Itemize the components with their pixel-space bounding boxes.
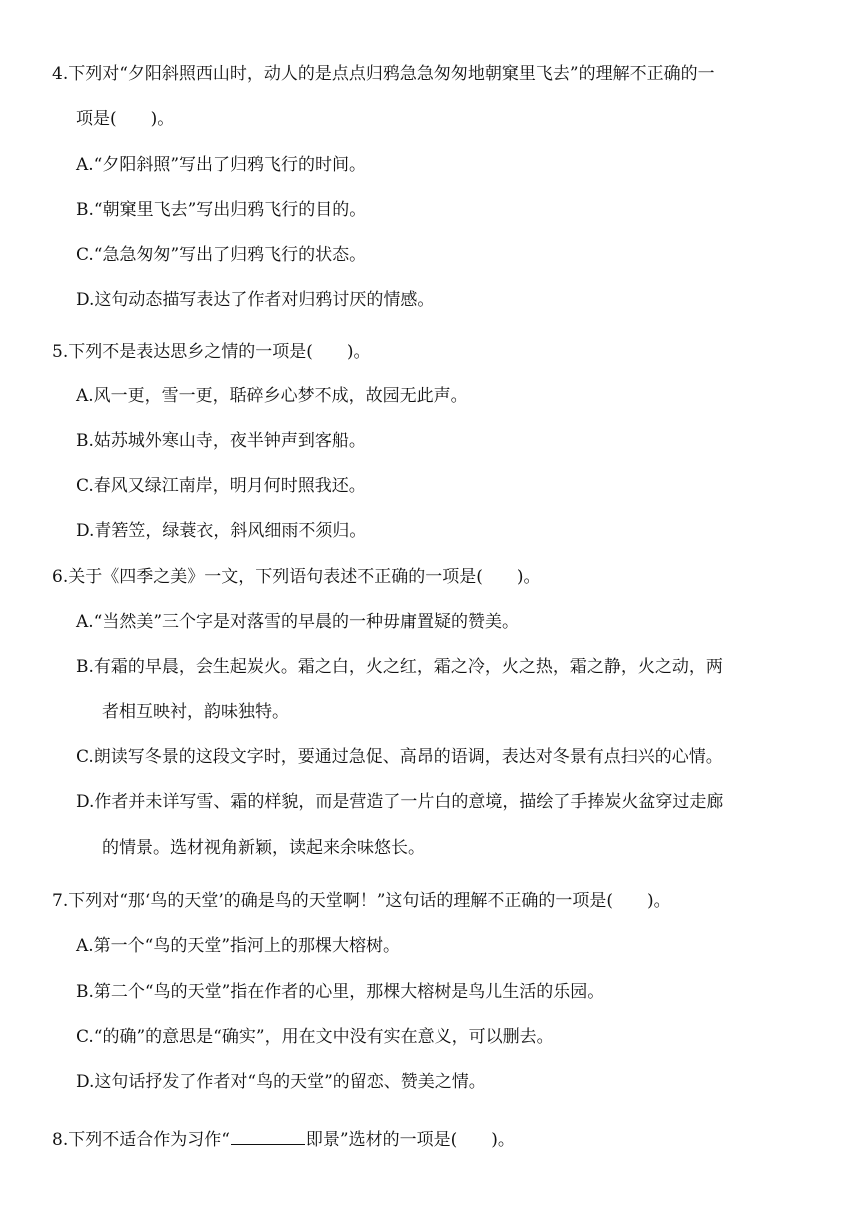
question-8-stem-before: 8.下列不适合作为习作“ [52, 1130, 230, 1150]
question-8-stem [52, 1128, 515, 1152]
question-7-option-a: A.第一个“鸟的天堂”指河上的那棵大榕树。 [76, 936, 401, 956]
fill-in-blank [231, 1128, 305, 1145]
question-7-option-c: C.“的确”的意思是“确实”，用在文中没有实在意义，可以删去。 [76, 1027, 554, 1047]
question-6-option-a: A.“当然美”三个字是对落雪的早晨的一种毋庸置疑的赞美。 [76, 612, 520, 632]
question-5-stem: 5.下列不是表达思乡之情的一项是( )。 [52, 342, 371, 362]
question-6-option-b: B.有霜的早晨，会生起炭火。霜之白，火之红，霜之冷，火之热，霜之静，火之动，两 [76, 657, 723, 677]
question-4-stem-continued: 项是( )。 [76, 109, 175, 129]
question-6-option-c: C.朗读写冬景的这段文字时，要通过急促、高昂的语调，表达对冬景有点扫兴的心情。 [76, 747, 723, 767]
question-4-option-d: D.这句动态描写表达了作者对归鸦讨厌的情感。 [76, 290, 435, 310]
question-5-option-d: D.青箬笠，绿蓑衣，斜风细雨不须归。 [76, 521, 367, 541]
question-4-stem: 4.下列对“夕阳斜照西山时，动人的是点点归鸦急急匆匆地朝窠里飞去”的理解不正确的一 [52, 64, 715, 84]
question-5-option-b: B.姑苏城外寒山寺，夜半钟声到客船。 [76, 431, 366, 451]
question-6-option-d: D.作者并未详写雪、霜的样貌，而是营造了一片白的意境，描绘了手捧炭火盆穿过走廊 [76, 792, 724, 812]
question-5-option-c: C.春风又绿江南岸，明月何时照我还。 [76, 476, 366, 496]
question-7-option-b: B.第二个“鸟的天堂”指在作者的心里，那棵大榕树是鸟儿生活的乐园。 [76, 982, 605, 1002]
question-6-option-b-continued: 者相互映衬，韵味独特。 [102, 702, 289, 722]
question-7-stem: 7.下列对“那‘鸟的天堂’的确是鸟的天堂啊！”这句话的理解不正确的一项是( )。 [52, 891, 671, 911]
question-4-option-a: A.“夕阳斜照”写出了归鸦飞行的时间。 [76, 155, 367, 175]
question-6-stem: 6.关于《四季之美》一文，下列语句表述不正确的一项是( )。 [52, 567, 541, 587]
question-4-option-c: C.“急急匆匆”写出了归鸦飞行的状态。 [76, 245, 367, 265]
question-7-option-d: D.这句话抒发了作者对“鸟的天堂”的留恋、赞美之情。 [76, 1072, 486, 1092]
question-4-option-b: B.“朝窠里飞去”写出归鸦飞行的目的。 [76, 200, 367, 220]
question-5-option-a: A.风一更，雪一更，聒碎乡心梦不成，故园无此声。 [76, 386, 468, 406]
question-6-option-d-continued: 的情景。选材视角新颖，读起来余味悠长。 [102, 838, 425, 858]
question-8-stem-after: 即景”选材的一项是( )。 [305, 1130, 515, 1150]
